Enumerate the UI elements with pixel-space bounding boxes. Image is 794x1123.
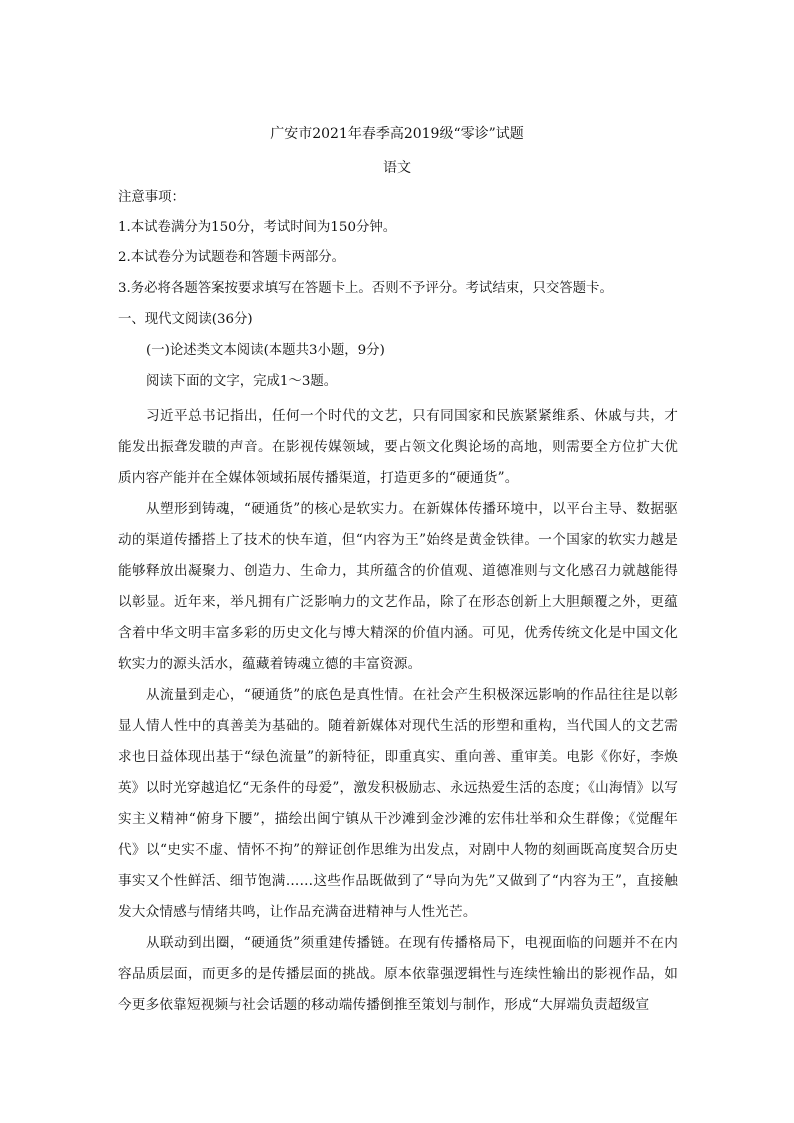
article-paragraph-2: 从塑形到铸魂，“硬通货”的核心是软实力。在新媒体传播环境中，以平台主导、数据驱动的渠道传播搭上了技术的快车道，但“内容为王”始终是黄金铁律。一个国家的软实力越是能够释放出凝聚力、创造力、生命力，其所蕴含的价值观、道德准则与文化感召力就越能得以彰显。近年来，举凡拥有广泛影响力的文艺作品，除了在形态创新上大胆颠覆之外，更蕴含着中华文明丰富多彩的历史文化与博大精深的价值内涵。可见，优秀传统文化是中国文化软实力的源头活水，蕴藏着铸魂立德的丰富资源。 xyxy=(118,501,678,672)
article-paragraph-1: 习近平总书记指出，任何一个时代的文艺，只有同国家和民族紧紧维系、休戚与共，才能发出振聋发聩的声音。在影视传媒领域，要占领文化舆论场的高地，则需要全方位扩大优质内容产能并在全媒体领域拓展传播渠道，打造更多的“硬通货”。 xyxy=(118,408,678,486)
notes-heading: 注意事项： xyxy=(118,190,185,205)
exam-subject: 语文 xyxy=(383,160,411,176)
section-heading: 一、现代文阅读(36分) xyxy=(118,312,253,327)
note-item-2: 2.本试卷分为试题卷和答题卡两部分。 xyxy=(118,250,346,265)
article-paragraph-3: 从流量到走心，“硬通货”的底色是真性情。在社会产生积极深远影响的作品往往是以彰显人情人性中的真善美为基础的。随着新媒体对现代生活的形塑和重构，当代国人的文艺需求也日益体现出基于“绿色流量”的新特征，即重真实、重向善、重审美。电影《你好，李焕英》以时光穿越追忆“无条件的母爱”，激发积极励志、永远热爱生活的态度；《山海情》以写实主义精神“俯身下腰”，描绘出闽宁镇从干沙滩到金沙滩的宏伟壮举和众生群像；《觉醒年代》以“史实不虚、情怀不拘”的辩证创作思维为出发点，对剧中人物的刻画既高度契合历史事实又个性鲜活、细节饱满……这些作品既做到了“导向为先”又做到了“内容为王”，直接触发大众情感与情绪共鸣，让作品充满奋进精神与人性光芒。 xyxy=(118,687,678,920)
article-paragraph-4: 从联动到出圈，“硬通货”须重建传播链。在现有传播格局下，电视面临的问题并不在内容品质层面，而更多的是传播层面的挑战。原本依靠强逻辑性与连续性输出的影视作品，如今更多依靠短视频与社会话题的移动端传播倒推至策划与制作，形成“大屏端负责超级宣 xyxy=(118,935,678,1013)
section-subheading: (一)论述类文本阅读(本题共3小题，9分) xyxy=(146,343,385,358)
article-body xyxy=(118,401,678,1021)
exam-title: 广安市2021年春季高2019级“零诊”试题 xyxy=(270,126,524,142)
section-instruction: 阅读下面的文字，完成1～3题。 xyxy=(146,374,338,389)
note-item-1: 1.本试卷满分为150分，考试时间为150分钟。 xyxy=(118,220,397,235)
note-item-3: 3.务必将各题答案按要求填写在答题卡上。否则不予评分。考试结束，只交答题卡。 xyxy=(118,281,613,296)
